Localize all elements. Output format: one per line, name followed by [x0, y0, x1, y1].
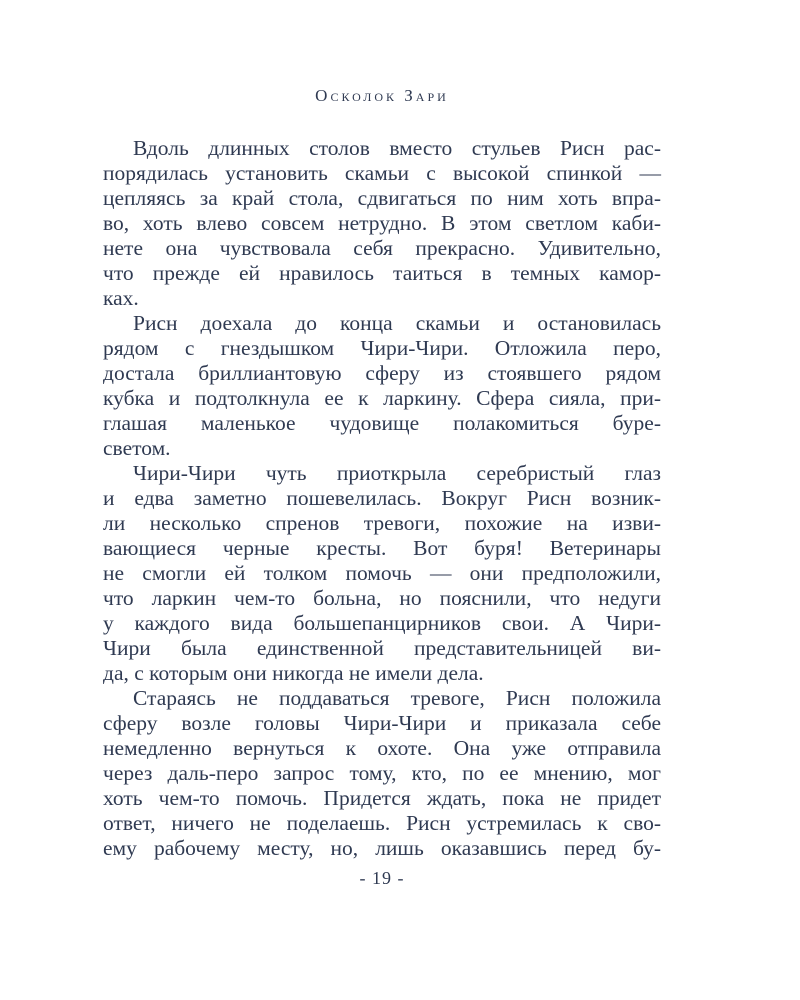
- text-line: вающиеся черные кресты. Вот буря! Ветеринары: [103, 536, 661, 560]
- text-line: ли несколько спренов тревоги, похожие на изви-: [103, 511, 661, 535]
- running-header: Осколок Зари: [315, 86, 449, 105]
- text-line: светом.: [103, 436, 171, 460]
- text-line: рядом с гнездышком Чири-Чири. Отложила перо,: [103, 336, 661, 360]
- text-line: через даль-перо запрос тому, кто, по ее мнению, мог: [103, 761, 661, 785]
- text-line: достала бриллиантовую сферу из стоявшего рядом: [103, 361, 661, 385]
- text-line: нете она чувствовала себя прекрасно. Удивительно,: [103, 236, 661, 260]
- text-line: ответ, ничего не поделаешь. Рисн устремилась к сво-: [103, 811, 661, 835]
- text-line: во, хоть влево совсем нетрудно. В этом светлом каби-: [103, 211, 661, 235]
- paragraph: [103, 311, 661, 461]
- text-line: Вдоль длинных столов вместо стульев Рисн рас-: [133, 136, 661, 160]
- text-line: у каждого вида большепанцирников свои. А Чири-: [103, 611, 661, 635]
- page-number: - 19 -: [359, 868, 405, 888]
- text-line: что прежде ей нравилось таиться в темных камор-: [103, 261, 661, 285]
- text-line: и едва заметно пошевелилась. Вокруг Рисн возник-: [103, 486, 661, 510]
- paragraph: [103, 136, 661, 311]
- text-line: порядилась установить скамьи с высокой спинкой —: [103, 161, 661, 185]
- text-line: Чири была единственной представительницей ви-: [103, 636, 661, 660]
- text-line: не смогли ей толком помочь — они предположили,: [103, 561, 661, 585]
- text-line: сферу возле головы Чири-Чири и приказала себе: [103, 711, 661, 735]
- text-line: ему рабочему месту, но, лишь оказавшись перед бу-: [103, 836, 661, 860]
- text-line: что ларкин чем-то больна, но пояснили, что недуги: [103, 586, 661, 610]
- paragraph: [103, 686, 661, 861]
- text-line: хоть чем-то помочь. Придется ждать, пока не придет: [103, 786, 661, 810]
- text-line: кубка и подтолкнула ее к ларкину. Сфера сияла, при-: [103, 386, 661, 410]
- text-line: глашая маленькое чудовище полакомиться буре-: [103, 411, 661, 435]
- text-line: немедленно вернуться к охоте. Она уже отправила: [103, 736, 661, 760]
- text-line: цепляясь за край стола, сдвигаться по ним хоть впра-: [103, 186, 661, 210]
- text-block: [103, 136, 661, 861]
- text-line: ках.: [103, 286, 139, 310]
- text-line: Стараясь не поддаваться тревоге, Рисн положила: [133, 686, 661, 710]
- text-line: Чири-Чири чуть приоткрыла серебристый глаз: [133, 461, 661, 485]
- text-line: Рисн доехала до конца скамьи и остановилась: [133, 311, 661, 335]
- paragraph: [103, 461, 661, 686]
- text-line: да, с которым они никогда не имели дела.: [103, 661, 484, 685]
